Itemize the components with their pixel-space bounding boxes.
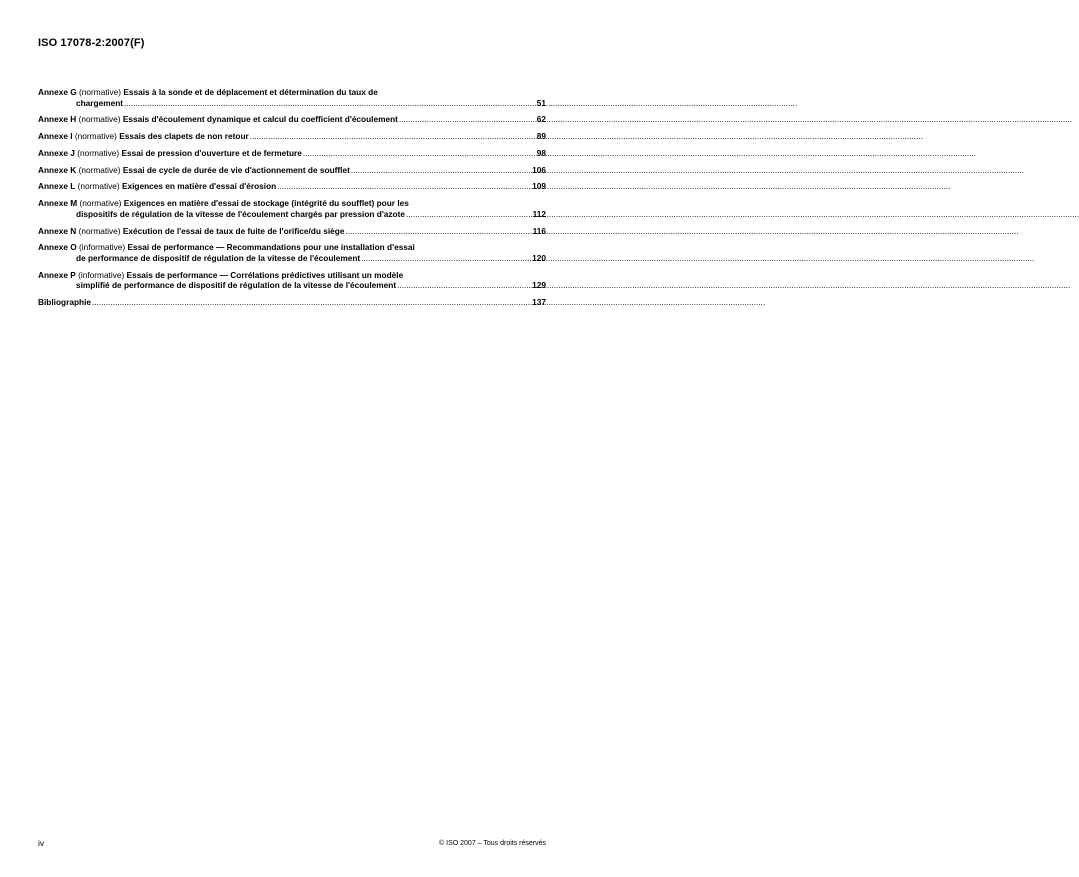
toc-entry-title: Exigences en matière d'essai d'érosion xyxy=(121,181,277,192)
document-id-header: ISO 17078-2:2007(F) xyxy=(38,37,145,49)
toc-entry-title: Essais de performance — Corrélations prédictives utilisant un modèle xyxy=(126,269,404,280)
toc-entry-kind: (normative) xyxy=(78,225,121,236)
toc-dot-leader xyxy=(351,165,531,176)
toc-entry-label: Annexe K xyxy=(38,164,77,175)
toc-page-number: 51 xyxy=(536,97,546,108)
toc-entry-title: Exigences en matière d'essai de stockage (intégrité du soufflet) pour les xyxy=(123,198,409,209)
toc-page-number: 109 xyxy=(532,181,546,192)
copyright-footer: © ISO 2007 – Tous droits réservés xyxy=(439,840,546,847)
toc-entry-annexe-j[interactable] xyxy=(38,148,546,159)
toc-dot-leader xyxy=(92,297,531,308)
toc-entry-kind: (normative) xyxy=(74,131,117,142)
toc-entry-title-continued: dispositifs de régulation de la vitesse de l'écoulement chargés par pression d'azote xyxy=(76,208,406,219)
toc-page-number: 62 xyxy=(536,114,546,125)
toc-entry-label: Annexe I xyxy=(38,131,73,142)
toc-entry-kind: (normative) xyxy=(77,147,120,158)
toc-entry-annexe-n[interactable] xyxy=(38,226,546,237)
toc-entry-annexe-l[interactable] xyxy=(38,181,546,192)
toc-page-number: 112 xyxy=(532,208,546,219)
toc-entry-kind: (informative) xyxy=(78,269,125,280)
toc-entry-title: Essais des clapets de non retour xyxy=(119,131,249,142)
toc-entry-kind: (normative) xyxy=(79,87,122,97)
toc-entry-annexe-g[interactable] xyxy=(38,87,546,108)
toc-entry-title-continued: de performance de dispositif de régulation de la vitesse de l'écoulement xyxy=(76,252,361,263)
toc-entry-annexe-o[interactable] xyxy=(38,242,546,263)
toc-entry-kind: (normative) xyxy=(78,164,121,175)
toc-page-number: 129 xyxy=(532,280,546,291)
toc-entry-title: Essais à la sonde et de déplacement et détermination du taux de xyxy=(123,87,378,97)
toc-entry-label: Annexe L xyxy=(38,181,76,192)
toc-entry-bibliographie[interactable] xyxy=(38,297,546,308)
toc-entry-title: Exécution de l'essai de taux de fuite de l'orifice/du siège xyxy=(122,225,345,236)
toc-page-number: 98 xyxy=(536,147,546,158)
toc-entry-kind: (normative) xyxy=(77,181,120,192)
page-number-footer: iv xyxy=(38,838,45,848)
toc-entry-title: Essai de pression d'ouverture et de fermeture xyxy=(121,147,302,158)
toc-entry-label: Annexe M xyxy=(38,198,78,209)
toc-page-number: 120 xyxy=(532,252,546,263)
toc-dot-leader xyxy=(399,114,536,125)
toc-page-number: 137 xyxy=(532,296,546,307)
toc-entry-title-continued: simplifié de performance de dispositif de régulation de la vitesse de l'écoulement xyxy=(76,280,397,291)
toc-dot-leader xyxy=(277,181,531,192)
toc-entry-label: Annexe J xyxy=(38,147,75,158)
toc-page-number: 89 xyxy=(536,131,546,142)
toc-dot-leader xyxy=(397,280,531,291)
toc-entry-kind: (normative) xyxy=(78,114,121,125)
toc-entry-label: Annexe O xyxy=(38,242,77,253)
toc-entry-label: Annexe P xyxy=(38,269,76,280)
toc-entry-kind: (normative) xyxy=(79,198,122,209)
toc-entry-title-continued: chargement xyxy=(76,97,124,108)
toc-entry-title: Essai de performance — Recommandations pour une installation d'essai xyxy=(127,242,415,253)
toc-dot-leader xyxy=(361,253,531,264)
toc-dot-leader xyxy=(303,148,536,159)
toc-entry-annexe-i[interactable] xyxy=(38,131,546,142)
toc-entry-label: Annexe H xyxy=(38,114,77,125)
toc-entry-annexe-p[interactable] xyxy=(38,270,546,291)
toc-entry-annexe-m[interactable] xyxy=(38,198,546,219)
toc-entry-kind: (informative) xyxy=(79,242,126,253)
toc-entry-title: Essai de cycle de durée de vie d'actionnement de soufflet xyxy=(122,164,350,175)
toc-entry-label: Bibliographie xyxy=(38,296,92,307)
toc-entry-title: Essais d'écoulement dynamique et calcul du coefficient d'écoulement xyxy=(122,114,398,125)
toc-dot-leader xyxy=(406,209,532,220)
toc-entry-annexe-h[interactable] xyxy=(38,114,546,125)
table-of-contents xyxy=(38,87,546,314)
toc-dot-leader xyxy=(124,98,536,109)
toc-entry-label: Annexe G xyxy=(38,87,77,97)
toc-dot-leader xyxy=(250,131,536,142)
toc-dot-leader xyxy=(345,226,531,237)
toc-page-number: 116 xyxy=(532,225,546,236)
toc-entry-label: Annexe N xyxy=(38,225,77,236)
toc-page-number: 106 xyxy=(532,164,546,175)
toc-entry-annexe-k[interactable] xyxy=(38,165,546,176)
